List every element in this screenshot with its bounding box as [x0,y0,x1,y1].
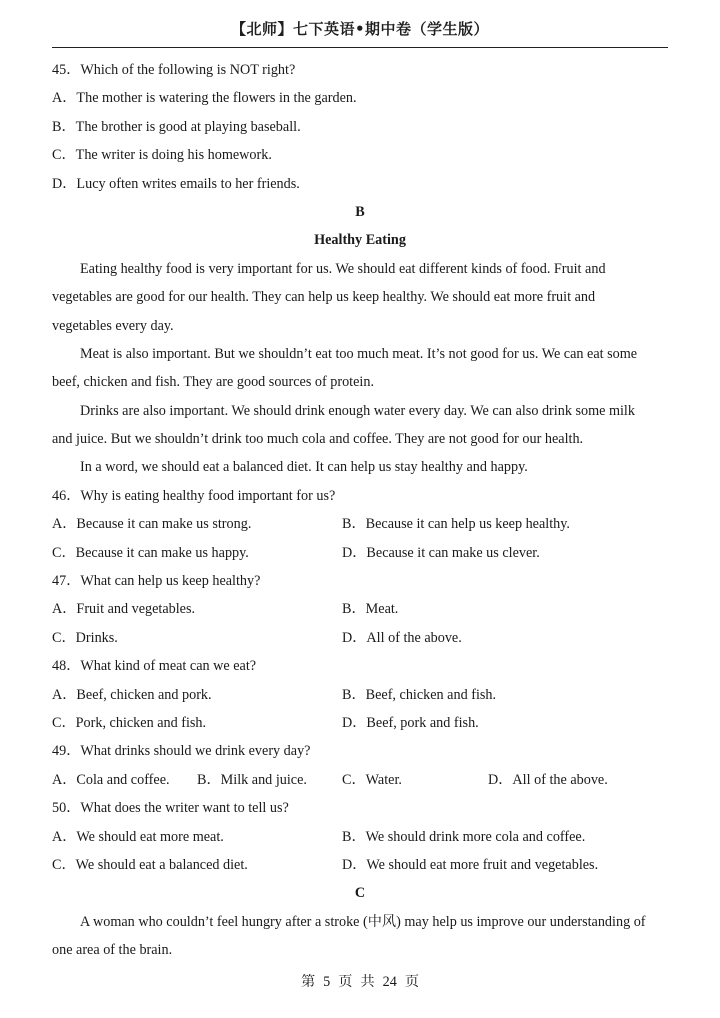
q46-options-row-2 [52,539,668,567]
header-rule [52,47,668,48]
q50-option-b: B．We should drink more cola and coffee. [342,828,586,845]
q45-option-d: D．Lucy often writes emails to her friends. [52,175,300,192]
passage-line: and juice. But we shouldn’t drink too much cola and coffee. They are not good for our health. [52,431,584,448]
q47-option-c: C．Drinks. [52,629,118,646]
q47-option-d: D．All of the above. [342,629,462,646]
q46-option-b: B．Because it can help us keep healthy. [342,516,570,533]
footer-total-pages: 24 [382,974,397,990]
q49-option-a: A．Cola and coffee. [52,771,170,788]
q45-option-b: B．The brother is good at playing baseball. [52,118,301,135]
passage-line: In a word, we should eat a balanced diet. It can help us stay healthy and happy. [80,459,528,476]
q50-options-row-1 [52,823,668,851]
q50-option-d: D．We should eat more fruit and vegetables. [342,856,599,873]
footer-page-unit: 页 [338,974,353,990]
footer-page-word: 第 [300,974,316,990]
q45-option-c: C．The writer is doing his homework. [52,147,272,164]
question-50-stem: 50．What does the writer want to tell us? [52,800,289,817]
footer-total-word: 共 [360,974,375,990]
q47-option-b: B．Meat. [342,601,399,618]
question-47-stem: 47．What can help us keep healthy? [52,573,261,590]
q48-options-row-1 [52,681,668,709]
question-48-stem: 48．What kind of meat can we eat? [52,658,257,675]
q50-option-c: C．We should eat a balanced diet. [52,856,248,873]
passage-line: beef, chicken and fish. They are good sources of protein. [52,374,374,391]
q47-option-a: A．Fruit and vegetables. [52,601,196,618]
passage-line: vegetables every day. [52,317,174,334]
passage-c-line: one area of the brain. [52,942,173,959]
footer-page-number: 5 [323,974,331,990]
q49-option-b: B．Milk and juice. [197,771,307,788]
passage-line: Meat is also important. But we shouldn’t eat too much meat. It’s not good for us. We can eat some [80,345,638,362]
q46-option-c: C．Because it can make us happy. [52,544,249,561]
question-46-stem: 46．Why is eating healthy food important for us? [52,487,336,504]
page-header: 【北师】七下英语•期中卷（学生版） [230,20,490,38]
passage-c-line: A woman who couldn’t feel hungry after a stroke (中风) may help us improve our understanding of [80,913,646,930]
q47-options-row-2 [52,624,668,652]
q49-option-c: C．Water. [342,771,402,788]
q46-option-d: D．Because it can make us clever. [342,544,540,561]
q46-options-row-1 [52,510,668,538]
q50-option-a: A．We should eat more meat. [52,828,224,845]
q48-option-d: D．Beef, pork and fish. [342,714,479,731]
q49-options-row [52,766,668,794]
q47-options-row-1 [52,595,668,623]
footer-total-unit: 页 [404,974,420,990]
passage-line: Drinks are also important. We should drink enough water every day. We can also drink some milk [80,402,635,419]
section-c-label: C [354,885,366,902]
page-content [52,56,668,965]
question-45-stem: 45．Which of the following is NOT right? [52,62,296,78]
passage-title: Healthy Eating [314,232,406,249]
passage-line: Eating healthy food is very important for us. We should eat different kinds of food. Fruit and [80,260,606,277]
passage-line: vegetables are good for our health. They can help us keep healthy. We should eat more fruit and [52,289,596,306]
q45-option-a: A．The mother is watering the flowers in the garden. [52,90,357,107]
q48-options-row-2 [52,709,668,737]
q49-option-d: D．All of the above. [488,771,608,788]
q50-options-row-2 [52,851,668,879]
q48-option-b: B．Beef, chicken and fish. [342,686,497,703]
q48-option-a: A．Beef, chicken and pork. [52,686,212,703]
q48-option-c: C．Pork, chicken and fish. [52,714,207,731]
section-b-label: B [355,203,365,220]
page-footer [0,971,720,991]
question-49-stem: 49．What drinks should we drink every day? [52,743,311,760]
q46-option-a: A．Because it can make us strong. [52,516,252,533]
